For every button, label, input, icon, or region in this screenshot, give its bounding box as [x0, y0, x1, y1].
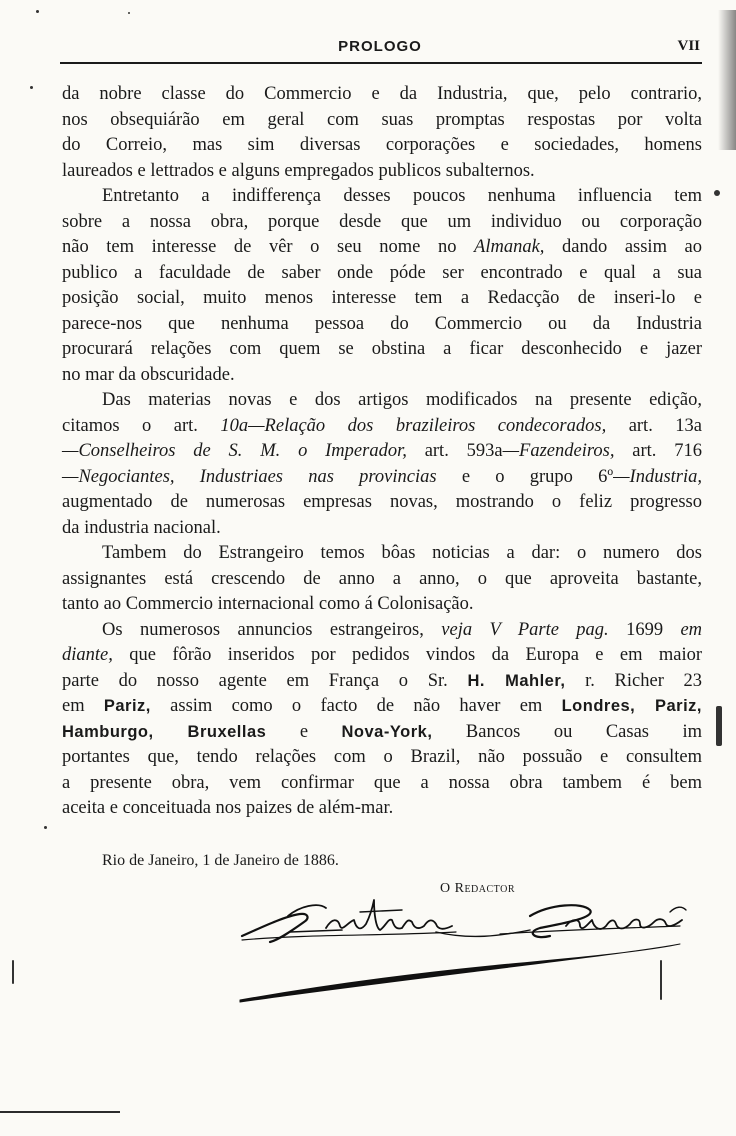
city-name: Pariz,: [103, 697, 151, 715]
italic-run: diante,: [62, 645, 113, 665]
scan-speck: [36, 10, 39, 13]
text-line: [62, 694, 702, 720]
bottom-rule: [0, 1111, 120, 1113]
agent-name: H. Mahler,: [467, 671, 566, 690]
text-run: parte do nosso agente em França o Sr.: [62, 670, 448, 691]
city-name: Londres, Pariz,: [561, 697, 703, 715]
text-line: Das materias novas e dos artigos modificados na presente edição,: [102, 390, 702, 410]
text-run: Os numerosos annuncios estrangeiros,: [102, 619, 424, 640]
redactor-label: O Redactor: [440, 881, 515, 896]
page-reference: 1699: [626, 619, 664, 640]
scan-speck: [12, 960, 14, 984]
scan-speck: [30, 86, 33, 89]
city-name: Hamburgo, Bruxellas: [62, 722, 267, 741]
text-line: Tambem do Estrangeiro temos bôas noticias a dar: o numero dos: [102, 543, 702, 563]
almanak-title: Almanak,: [474, 237, 545, 257]
text-line: [62, 465, 702, 491]
text-line: aceita e conceituada nos paizes de além-mar.: [62, 798, 394, 818]
text-run: art. 593a: [424, 441, 503, 461]
text-run: assim como o facto de não haver em: [170, 696, 543, 716]
text-line: laureados e lettrados e alguns empregados publicos subalternos.: [62, 160, 535, 181]
text-line: portantes que, tendo relações com o Brazil, não possuão e consultem: [62, 747, 702, 767]
text-run: e o grupo 6º: [461, 466, 614, 487]
page-number: VII: [677, 38, 700, 54]
italic-run: veja V Parte pag.: [441, 619, 609, 640]
italic-run: —Industria,: [613, 466, 703, 487]
text-run: em: [62, 696, 85, 716]
text-line: [62, 669, 702, 695]
text-line: augmentado de numerosas empresas novas, mostrando o feliz progresso: [62, 492, 702, 512]
italic-run: —Fazendeiros,: [502, 441, 615, 461]
text-run: citamos o art.: [62, 415, 198, 436]
page-title: PROLOGO: [338, 38, 422, 55]
text-line: [62, 643, 702, 669]
text-line: [62, 720, 702, 746]
text-line: [62, 618, 702, 644]
text-run: art. 716: [632, 441, 703, 461]
text-line: da nobre classe do Commercio e da Industria, que, pelo contrario,: [62, 84, 702, 104]
body-text: [62, 82, 702, 822]
scan-speck: [716, 706, 722, 746]
text-run: dando assim ao: [562, 237, 703, 257]
text-line: da industria nacional.: [62, 517, 221, 538]
text-line: no mar da obscuridade.: [62, 364, 235, 385]
text-line: nos obsequiárão em geral com suas promptas respostas por volta: [62, 109, 702, 130]
signature-image: [230, 888, 700, 1018]
header-rule: [60, 62, 702, 64]
italic-run: 10a—Relação dos brazileiros condecorados,: [220, 415, 607, 436]
scan-edge-shadow: [718, 10, 736, 150]
text-line: publico a faculdade de saber onde póde ser encontrado e qual a sua: [62, 262, 702, 283]
italic-run: —Conselheiros de S. M. o Imperador,: [62, 441, 407, 461]
text-line: procurará relações com quem se obstina a ficar desconhecido e jazer: [62, 339, 702, 359]
text-run: e: [299, 721, 309, 742]
text-line: do Correio, mas sim diversas corporações e sociedades, homens: [62, 135, 702, 155]
place-date: Rio de Janeiro, 1 de Janeiro de 1886.: [102, 852, 339, 869]
text-run: Bancos ou Casas im: [465, 721, 702, 742]
text-line: parece-nos que nenhuma pessoa do Commercio ou da Industria: [62, 313, 702, 334]
text-line: posição social, muito menos interesse tem a Redacção de inseri-lo e: [62, 288, 702, 308]
scan-speck: [128, 12, 130, 14]
text-line: [62, 439, 702, 465]
text-line: [62, 235, 702, 261]
text-run: que fôrão inseridos por pedidos vindos da Europa e em maior: [129, 645, 703, 665]
text-line: sobre a nossa obra, porque desde que um individuo ou corporação: [62, 211, 702, 232]
text-run: r. Richer 23: [585, 670, 703, 691]
scan-speck: [44, 826, 47, 829]
page-header: [60, 38, 700, 64]
italic-run: —Negociantes, Industriaes nas provincias: [62, 466, 437, 487]
text-line: Entretanto a indifferença desses poucos nenhuma influencia tem: [102, 186, 702, 206]
scan-speck: [714, 190, 720, 196]
text-run: não tem interesse de vêr o seu nome no: [62, 237, 457, 257]
city-name: Nova-York,: [341, 722, 433, 741]
text-line: assignantes está crescendo de anno a anno, o que aproveita bastante,: [62, 568, 702, 589]
text-line: a presente obra, vem confirmar que a nossa obra tambem é bem: [62, 772, 702, 793]
text-line: [62, 414, 702, 440]
text-line: tanto ao Commercio internacional como á Colonisação.: [62, 594, 474, 614]
scan-speck: [660, 960, 662, 1000]
text-run: art. 13a: [628, 415, 703, 436]
italic-run: em: [680, 619, 703, 640]
